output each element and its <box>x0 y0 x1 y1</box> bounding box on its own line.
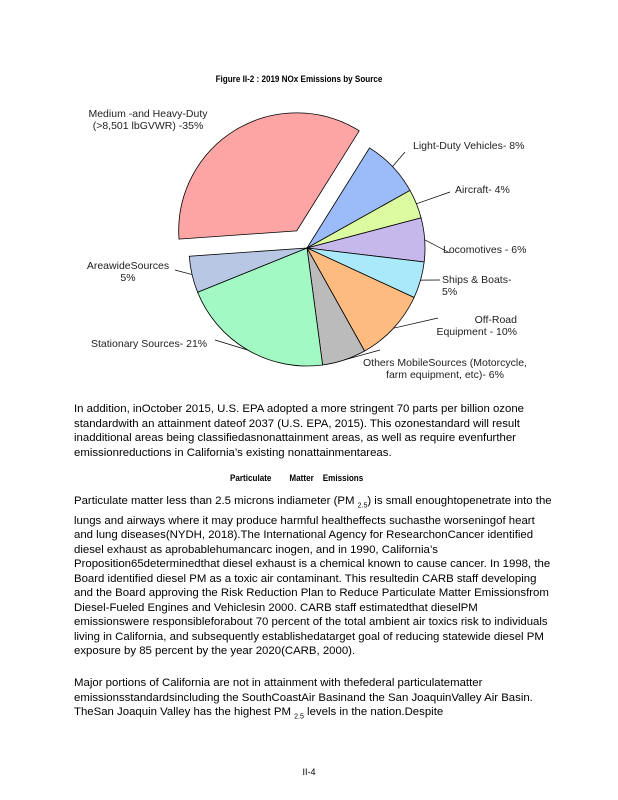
slice-label-line: Aircraft- 4% <box>455 184 510 196</box>
slice-label <box>455 184 510 196</box>
slice-label <box>363 357 527 381</box>
pm-section-heading: Particulate Matter Emissions <box>230 473 364 483</box>
slice-label-line: Medium -and Heavy-Duty <box>88 108 208 120</box>
leader-line <box>392 152 405 167</box>
slice-label <box>88 108 208 132</box>
slice-label-line: Ships & Boats- <box>442 274 512 286</box>
slice-label-line: 5% <box>442 286 458 298</box>
slice-label-line: Equipment - 10% <box>436 326 517 338</box>
slice-label-line: Light-Duty Vehicles- 8% <box>413 140 525 152</box>
attainment-subscript: 2.5 <box>294 713 304 721</box>
slice-label-line: Off-Road <box>474 314 517 326</box>
ozone-paragraph: In addition, inOctober 2015, U.S. EPA adopted a more stringent 70 parts per billion ozone standardwith an attainment dateof 2037 (U.S. EPA, 2015). This ozonestandard will result inadditional areas being classifiedasnonattainment areas, as well as require evenfurther emissionreductions in California’s existing nonattainmentareas. <box>74 403 524 459</box>
slice-label-line: AreawideSources <box>86 260 170 272</box>
pm-text-part2: ) is small enoughtopenetrate into the lungs and airways where it may produce harmful healtheffects suchasthe worseningof heart and lung diseases(NYDH, 2018).The International Agency for ResearchonCancer identified diesel exhaust as aprobablehumancarc inogen, and in 1990, California’s Proposition65determinedthat diesel exhaust is a chemical known to cause cancer. In 1998, the Board identified diesel PM as a toxic air contaminant. This resultedin CARB staff developing and the Board approving the Risk Reduction Plan to Reduce Particulate Matter Emissionsfrom Diesel-Fueled Engines and Vehiclesin 2000. CARB staff estimatedthat dieselPM emissionswere responsibleforabout 70 percent of the total ambient air toxics risk to individuals living in California, and subsequently establishedatarget goal of reducing statewide diesel PM exposure by 85 percent by the year 2020(CARB, 2000). <box>74 495 552 658</box>
slice-label <box>436 314 517 338</box>
nox-emissions-pie-chart <box>0 0 618 395</box>
slice-label <box>442 274 512 298</box>
page-number: II-4 <box>302 767 316 777</box>
pm-text-part1: Particulate matter less than 2.5 microns indiameter (PM <box>74 495 358 507</box>
slice-label-line: (>8,501 lbGVWR) -35% <box>92 120 204 132</box>
slice-label-line: Locomotives - 6% <box>443 244 527 256</box>
attainment-paragraph <box>74 676 554 725</box>
slice-label-line: Others MobileSources (Motorcycle, <box>363 357 527 369</box>
attainment-text-part1: Major portions of California are not in attainment with thefederal particulatematter emissionsstandardsincluding the SouthCoastAir Basinand the San JoaquinValley Air Basin. TheSan Joaquin Valley has the highest PM <box>74 677 533 718</box>
slice-label-line: farm equipment, etc)- 6% <box>386 369 504 381</box>
pm-subscript: 2.5 <box>357 502 368 510</box>
slice-label <box>87 260 169 284</box>
slice-label <box>413 140 524 152</box>
pm-paragraph <box>74 494 554 659</box>
chart-title: Figure II-2 : 2019 NOx Emissions by Source <box>215 73 383 85</box>
leader-line <box>416 192 450 204</box>
attainment-text-part2: levels in the nation.Despite <box>303 706 444 718</box>
slice-label-line: Stationary Sources- 21% <box>91 338 208 350</box>
slice-label <box>91 338 207 350</box>
slice-label <box>443 244 526 256</box>
leader-line <box>175 270 192 275</box>
slice-label-line: 5% <box>120 272 136 284</box>
